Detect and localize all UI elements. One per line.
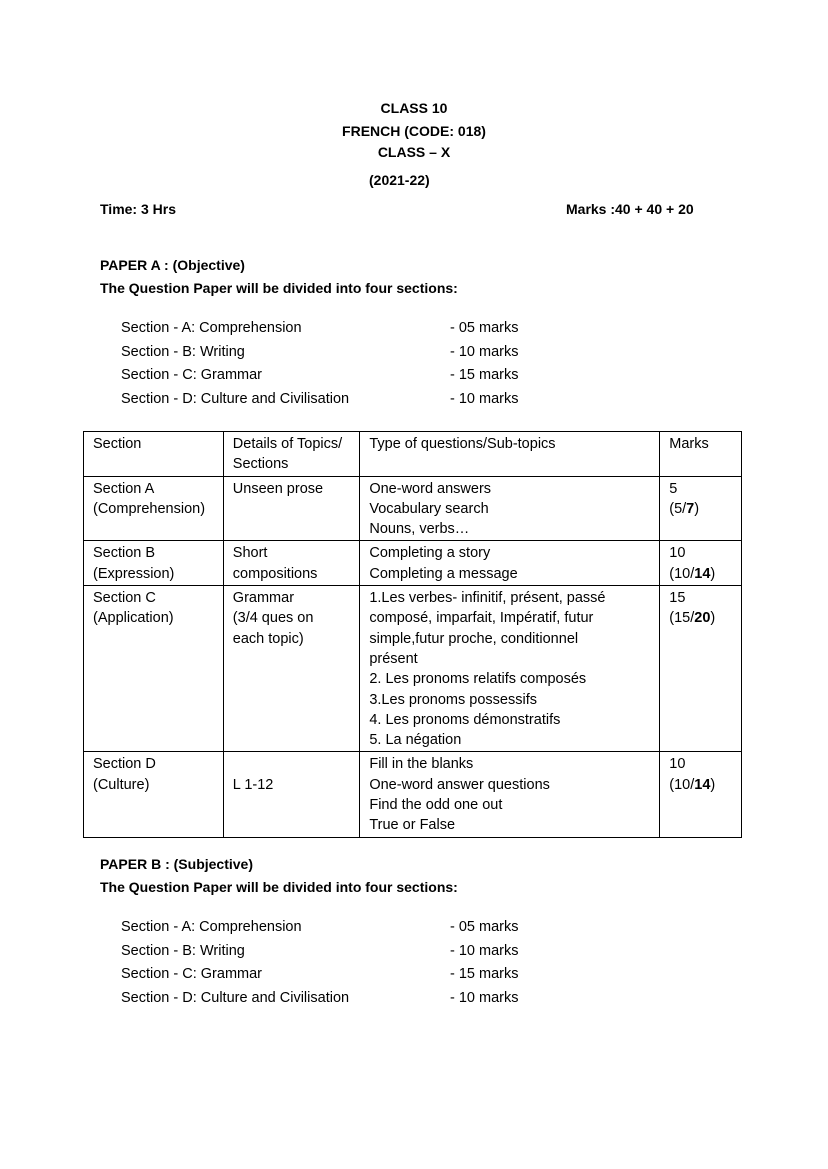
cell-details: Unseen prose: [223, 476, 360, 541]
section-marks: - 10 marks: [450, 942, 519, 959]
cell-type: Completing a story Completing a message: [360, 541, 660, 586]
cell-details: Grammar (3/4 ques on each topic): [223, 586, 360, 752]
cell-type: One-word answers Vocabulary search Nouns, verbs…: [360, 476, 660, 541]
cell-details: L 1-12: [223, 752, 360, 837]
table-header-row: [84, 432, 742, 477]
header-cell-marks: Marks: [660, 432, 742, 477]
list-item: [121, 966, 541, 990]
header-cell-type: Type of questions/Sub-topics: [360, 432, 660, 477]
cell-details: Short compositions: [223, 541, 360, 586]
cell-marks: 10 (10/14): [660, 541, 742, 586]
list-item: [121, 990, 541, 1014]
header-cell-section: Section: [84, 432, 224, 477]
list-item: [121, 367, 541, 391]
section-label: Section - A: Comprehension: [121, 320, 302, 336]
paper-a-intro: The Question Paper will be divided into four sections:: [100, 280, 458, 296]
section-label: Section - D: Culture and Civilisation: [121, 390, 350, 407]
paper-b-section-list: [121, 919, 541, 1013]
section-label: Section - B: Writing: [121, 343, 245, 360]
section-marks: - 10 marks: [450, 989, 519, 1006]
header-subject: FRENCH (CODE: 018): [342, 123, 486, 139]
time-label: Time: 3 Hrs: [100, 201, 176, 217]
marks-label: Marks :40 + 40 + 20: [566, 201, 694, 217]
table-row: [84, 541, 742, 586]
section-label: Section - A: Comprehension: [121, 919, 302, 935]
list-item: [121, 344, 541, 368]
cell-marks: 10 (10/14): [660, 752, 742, 837]
section-marks: - 15 marks: [450, 367, 519, 383]
header-class: CLASS 10: [380, 100, 448, 116]
section-label: Section - C: Grammar: [121, 966, 262, 982]
list-item: [121, 919, 541, 943]
section-label: Section - C: Grammar: [121, 367, 262, 383]
sections-table: [83, 431, 742, 838]
cell-marks: 5 (5/7): [660, 476, 742, 541]
cell-section: Section B (Expression): [84, 541, 224, 586]
table-row: [84, 476, 742, 541]
paper-a-title: PAPER A : (Objective): [100, 257, 245, 273]
header-session: (2021-22): [369, 172, 430, 188]
section-marks: - 10 marks: [450, 390, 519, 407]
paper-b-intro: The Question Paper will be divided into four sections:: [100, 879, 458, 895]
cell-section: Section D (Culture): [84, 752, 224, 837]
list-item: [121, 320, 541, 344]
cell-section: Section A (Comprehension): [84, 476, 224, 541]
section-marks: - 05 marks: [450, 919, 519, 935]
list-item: [121, 943, 541, 967]
list-item: [121, 391, 541, 415]
section-label: Section - D: Culture and Civilisation: [121, 989, 350, 1006]
paper-b-title: PAPER B : (Subjective): [100, 856, 253, 872]
section-marks: - 05 marks: [450, 320, 519, 336]
header-class-x: CLASS – X: [377, 144, 451, 160]
table-row: [84, 586, 742, 752]
header-cell-details: Details of Topics/ Sections: [223, 432, 360, 477]
section-label: Section - B: Writing: [121, 942, 245, 959]
cell-marks: 15 (15/20): [660, 586, 742, 752]
table-row: [84, 752, 742, 837]
cell-section: Section C (Application): [84, 586, 224, 752]
paper-a-section-list: [121, 320, 541, 414]
cell-type: 1.Les verbes- infinitif, présent, passé composé, imparfait, Impératif, futur simple,futur proche, conditionnel présent 2. Les pronoms relatifs composés 3.Les pronoms possessifs 4. Les pronoms démonstratifs 5. La négation: [360, 586, 660, 752]
section-marks: - 10 marks: [450, 343, 519, 360]
cell-type: Fill in the blanks One-word answer questions Find the odd one out True or False: [360, 752, 660, 837]
section-marks: - 15 marks: [450, 966, 519, 982]
